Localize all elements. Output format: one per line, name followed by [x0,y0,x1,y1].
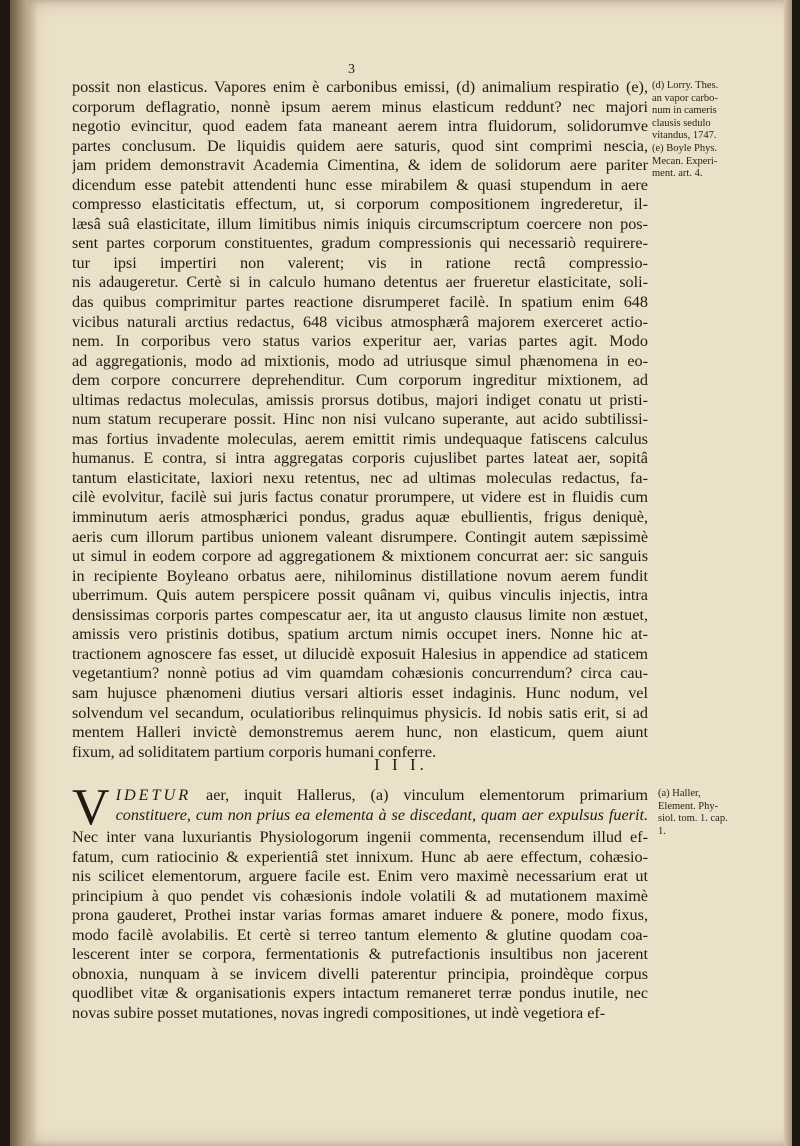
text-line: (e) Boyle Phys. [652,142,718,154]
text-line: mentem Halleri invictè demonstremus aerem hunc, non elasticum, quem aiunt [72,723,648,742]
text-line: lescerent inter se corpora, fermentationis & putrefactionis insultibus non jacerent [72,945,648,963]
text-line: in recipiente Boyleano orbatus aere, nihilominus distillatione novum aerem fundit [72,566,648,585]
text-line: 1. [658,825,666,837]
side-notes-1 [652,80,782,181]
text-line: aeris cum illorum partibus unionem valeant disrumpere. Contingit autem sæpissimè [72,527,648,546]
text-line: Element. Phy- [658,800,719,812]
text-line: novas subire posset mutationes, novas ingredi compositiones, ut indè vegetiora ef- [72,1003,606,1022]
text-line: das quibus comprimitur partes reactione disrumperet facilè. In spatium enim 648 [72,293,648,312]
text-line: nis adaugeretur. Certè si in calculo humano detentus aer frueretur elasticitate, soli- [72,273,648,292]
text-line: humanus. E contra, si intra aggregatas corporis cujuslibet partes lateat aer, sopitâ [72,449,648,468]
text-line: (d) Lorry. Thes. [652,80,719,91]
text-line: vegetantium? nonnè potius ad vim quamdam cohæsionis concurrendum? circa cau- [72,664,648,683]
text-line: vicibus naturali arctius redactus, 648 vicibus atmosphærâ majorem exerceret actio- [72,312,648,331]
text-line: ad aggregationis, modo ad mixtionis, modo ad utriusque simul phænomena in eo- [72,351,648,370]
text-line: amissis vero pristinis dotibus, spatium arctum nimis occupet iners. Nonne hic at- [72,625,648,644]
book-gutter-shadow [10,0,38,1146]
text-line: tractionem agnoscere fas esset, ut dilucidè exposuit Halesius in appendice ad staticem [72,644,648,663]
text-line: sam hujusce phænomeni diutius versari altioris esset indaginis. Hunc nodum, vel [72,683,648,702]
text-line: uberrimum. Quis autem perspicere possit quânam vi, quibus vinculis injectis, intra [72,586,648,605]
text-line: mas fortius invadente moleculas, aerem emittit rimis undequaque fatiscens calculus [72,429,648,448]
paragraph-2-lines [72,828,648,1023]
text-line: nem. In corporibus vero status varios experitur aer, varias partes agit. Modo [72,332,648,351]
paragraph-1 [72,78,648,762]
text-line: clausis sedulo [652,117,711,129]
text-line: densissimas corporis partes compescatur aer, ita ut angusto clausus limite non æstuet, [72,605,648,624]
text-line: possit non elasticus. Vapores enim è carbonibus emissi, (d) animalium respiratio (e), [72,78,648,96]
paragraph-2-first-line [116,786,648,806]
text-line: ut simul in eodem corpore ad aggregationem & mixtionem concurrat aer: sic sanguis [72,547,648,566]
side-notes-2 [658,788,782,838]
book-page [10,0,792,1146]
text-line: num in cameris [652,105,717,117]
text-line: fixum, ad soliditatem partium corporis humani conferre. [72,742,437,761]
text-line: tantum elasticitate, laxiori nexu retentus, nec ad ultimas moleculas redactus, fa- [72,468,648,487]
text-line: ultimas redactus moleculas, amissis prorsus dotibus, majori indiget conatu ut pristi- [72,390,648,409]
paragraph-2-second-line: constituere, cum non prius ea elementa à se discedant, quam aer expulsus fuerit. [115,805,648,824]
text-line: num statum recuperare possit. Hinc non nisi vulcano superante, aut acido subtilissi- [72,410,648,429]
text-line: fatum, cum ratiocinio & experientiâ stet innixum. Hunc ab aere effectum, cohæsio- [72,847,648,866]
text-line: nis scilicet elementorum, arguere facile est. Enim vero maximè necessarium erat ut [72,867,648,885]
text-line: dem corpore concurrere deprehenditur. Cum corporum ingreditur mixtionem, ad [72,371,648,390]
text-line: corporum deflagratio, nonnè ipsum aerem minus elasticum reddunt? nec majori [72,97,648,116]
first-line-rest: aer, inquit Hallerus, (a) vinculum elementorum primarium [206,786,648,804]
text-line: Nec inter vana luxuriantis Physiologorum ingenii commenta, recensendum illud ef- [72,828,648,846]
text-line: Mecan. Experi- [652,155,718,167]
text-line: vitandus, 1747. [652,130,717,142]
text-line: siol. tom. 1. cap. [658,813,728,825]
text-line: prona gauderet, Prothei instar varias formas amaret induere & ponere, modo fixus, [72,906,648,924]
text-line: (a) Haller, [658,788,701,799]
text-line: negotio evincitur, quod eadem fata maneant aerem intra fluidorum, solidorumve [72,117,648,136]
text-line: obnoxia, nunquam à se invicem divelli paterentur principia, proindèque corpus [72,964,648,983]
text-line: solvendum vel secandum, oculatioribus relinquimus physicis. Id nobis satis erit, si ad [72,703,648,722]
text-line: an vapor carbo- [652,92,718,104]
text-line: partes conclusum. De liquidis quidem aere saturis, quod sint comprimi nescia, [72,136,648,155]
text-line: compresso elasticitatis effectum, ut, si corporum compositionem ingrederetur, il- [72,195,648,214]
text-line: principium à quo pendet vis cohæsionis indole volatili & ad mutationem maximè [72,886,648,905]
first-word: IDETUR [115,786,192,804]
text-line: jam pridem demonstravit Academia Cimentina, & idem de solidorum aere pariter [72,156,648,175]
text-line: modo facilè avolabilis. Et certè si terreo tantum elemento & glutine quodam coa- [72,925,648,944]
text-line: dicendum esse patebit attendenti hunc esse mirabilem & quasi stupendum in aere [72,175,648,194]
text-line: tur ipsi impertiri non valerent; vis in ratione rectâ compressio- [72,253,648,272]
text-line: cilè evolvitur, facilè sui juris factus conatur prorumpere, ut videre est in fluidis cum [72,488,648,507]
text-line: imminutum aeris atmosphærici pondus, gradus aquæ ebullientis, frigus deniquè, [72,508,648,527]
text-line: læsâ suâ elasticitate, illum limitibus nimis iniquis circumscriptum coercere non pos- [72,214,648,233]
paragraph-2 [72,779,648,1023]
page-edge [784,0,792,1146]
text-line: quodlibet vitæ & organisationis expers intactum remaneret terræ pondus inutile, nec [72,984,648,1002]
text-line: sent partes corporum constituentes, gradum compressionis qui necessariò requirere- [72,234,648,253]
page-number: 3 [348,62,355,77]
drop-initial: V [72,779,110,836]
section-heading: I I I. [374,755,428,774]
text-line: ment. art. 4. [652,168,703,180]
